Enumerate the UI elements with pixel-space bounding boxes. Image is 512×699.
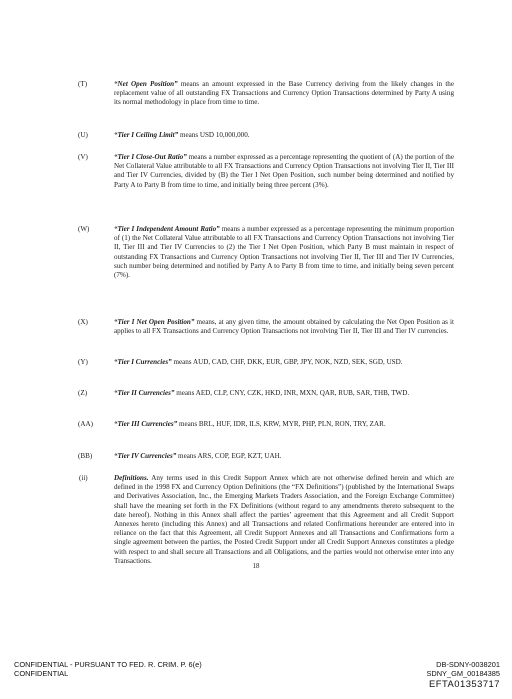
footer-right <box>426 660 500 689</box>
definition-tier-i-ceiling-limit <box>78 131 454 140</box>
definition-text: means a number expressed as a percentage representing the minimum proportion of (1) the Net Collateral Value attributable to all FX Transactions and Currency Option Transactions not involving Tier II, Tier III and Tier IV Currencies to (2) the Tier I Net Open Position, which Party B must maintain in respect of outstanding FX Transactions and Currency Option Transactions not involving Tier II, Tier III and Tier IV Currencies, such number being determined and notified by Party A to Party B from time to time, and initially being seven percent (7%). <box>114 225 454 280</box>
section-ii-definitions <box>79 474 454 566</box>
definition-tier-i-net-open-position <box>78 318 454 336</box>
bates-number-efta: EFTA01353717 <box>429 678 500 689</box>
definition-label: (BB) <box>78 452 93 460</box>
definition-label: (Z) <box>78 389 88 397</box>
footer-left <box>14 660 202 678</box>
definition-tier-i-currencies <box>78 358 454 367</box>
definition-tier-i-independent-amount-ratio <box>78 225 454 280</box>
definition-term: “Net Open Position” <box>114 80 178 88</box>
bates-number-sdny: SDNY_GM_00184385 <box>426 669 500 678</box>
section-term: Definitions. <box>114 474 149 482</box>
definition-term: “Tier I Independent Amount Ratio” <box>114 225 220 233</box>
definition-tier-i-close-out-ratio <box>78 153 455 190</box>
definition-label: (U) <box>78 131 88 139</box>
definition-term: “Tier III Currencies” <box>114 420 178 428</box>
page-number: 18 <box>252 562 260 570</box>
definition-label: (Y) <box>78 358 88 366</box>
definition-term: “Tier I Net Open Position” <box>114 318 195 326</box>
definition-label: (X) <box>78 318 88 326</box>
definition-term: “Tier IV Currencies” <box>114 452 177 460</box>
definition-term: “Tier II Currencies” <box>114 389 175 397</box>
definition-label: (T) <box>78 80 88 88</box>
definition-text: means BRL, HUF, IDR, ILS, KRW, MYR, PHP, PLN, RON, TRY, ZAR. <box>177 420 386 428</box>
definition-text: means USD 10,000,000. <box>178 131 250 139</box>
definition-tier-ii-currencies <box>78 389 454 398</box>
definition-term: “Tier I Ceiling Limit” <box>114 131 179 139</box>
definition-term: “Tier I Close-Out Ratio” <box>114 153 187 161</box>
definition-label: (V) <box>78 153 88 161</box>
definition-net-open-position <box>78 80 454 108</box>
definition-tier-iii-currencies <box>78 420 454 429</box>
definition-text: means AUD, CAD, CHF, DKK, EUR, GBP, JPY, NOK, NZD, SEK, SGD, USD. <box>171 358 403 366</box>
definition-label: (W) <box>78 225 90 233</box>
definition-text: means a number expressed as a percentage representing the quotient of (A) the portion of the Net Collateral Value attributable to all FX Transactions and Currency Option Transactions not involving Tier II, Tier III and Tier IV Currencies, divided by (B) the Tier I Net Open Position, such number being determined and notified by Party A to Party B from time to time, and initially being three percent (3%). <box>114 153 455 189</box>
definition-text: means ARS, COP, EGP, KZT, UAH. <box>176 452 282 460</box>
definition-tier-iv-currencies <box>78 452 454 461</box>
definition-text: means AED, CLP, CNY, CZK, HKD, INR, MXN, QAR, RUB, SAR, THB, TWD. <box>174 389 410 397</box>
definition-text: means, at any given time, the amount obtained by calculating the Net Open Position as it applies to all FX Transactions and Currency Option Transactions not involving Tier II, Tier III and Tier IV currencies. <box>114 318 454 336</box>
confidential-notice: CONFIDENTIAL - PURSUANT TO FED. R. CRIM. P. 6(e) <box>14 660 202 669</box>
section-text: Any terms used in this Credit Support Annex which are not otherwise defined herein and which are defined in the 1998 FX and Currency Option Definitions (the “FX Definitions”) (published by the International Swaps and Derivatives Association, Inc., the Emerging Markets Traders Association, and the Foreign Exchange Committee) shall have the meaning set forth in the FX Definitions (without regard to any amendments thereto subsequent to the date hereof). Nothing in this Annex shall affect the parties’ agreement that this Agreement and all Credit Support Annexes hereto (including this Annex) and all Transactions and related Confirmations hereunder are entered into in reliance on the fact that this Agreement, all Credit Support Annexes and all Transactions and Confirmations form a single agreement between the parties, the Posted Credit Support under all Credit Support Annexes constitutes a pledge with respect to and shall secure all Transactions and all Obligations, and the parties would not otherwise enter into any Transactions. <box>114 474 454 565</box>
section-label: (ii) <box>79 474 88 482</box>
bates-number-db: DB-SDNY-0038201 <box>436 660 500 669</box>
confidential-label: CONFIDENTIAL <box>14 669 69 678</box>
definition-term: “Tier I Currencies” <box>114 358 172 366</box>
definition-text: means an amount expressed in the Base Currency deriving from the likely changes in the replacement value of all outstanding FX Transactions and Currency Option Transactions determined by Party A using its normal methodology in place from time to time. <box>114 80 454 107</box>
definition-label: (AA) <box>78 420 93 428</box>
